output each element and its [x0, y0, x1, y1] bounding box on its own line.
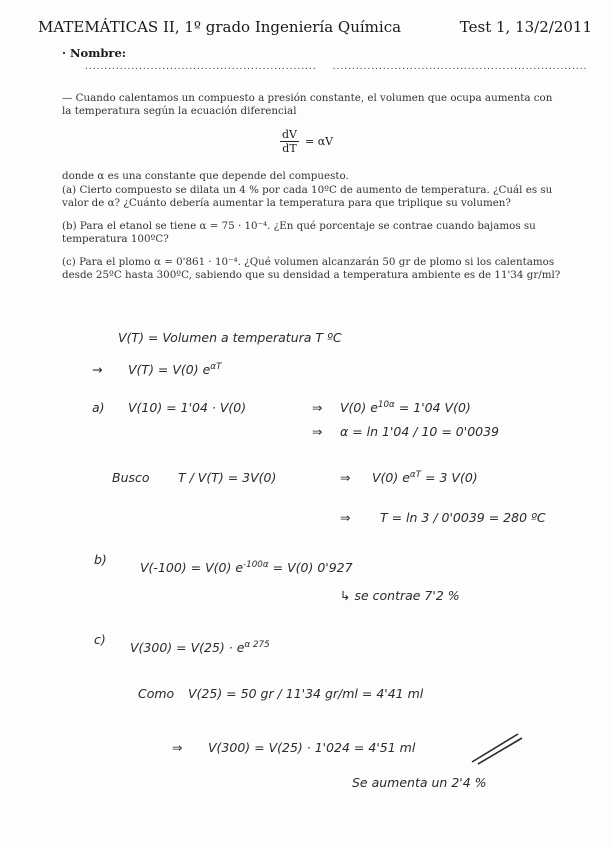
- hw-line-7-text: V(-100) = V(0) e: [140, 560, 244, 576]
- hw-line-5-right2: = 3 V(0): [425, 470, 478, 486]
- hw-part-b-label: b): [94, 552, 107, 567]
- equation-denominator: dT: [282, 142, 297, 155]
- test-date: Test 1, 13/2/2011: [459, 18, 592, 36]
- hw-line-4-arrow: ⇒: [312, 424, 323, 439]
- hw-line-3-right2: = 1'04 V(0): [398, 400, 471, 416]
- nombre-label: · Nombre:: [62, 46, 127, 60]
- double-underline-mark: [468, 728, 524, 768]
- hw-line-2-arrow: →: [92, 362, 103, 377]
- problem-intro: — Cuando calentamos un compuesto a presión constante, el volumen que ocupa aumenta con la temperatura según la ecuación diferencial: [62, 92, 553, 117]
- problem-part-a: (a) Cierto compuesto se dilata un 4 % por cada 10ºC de aumento de temperatura. ¿Cuál es su valor de α? ¿Cuánto debería aumentar la temperatura para que triplique su volumen?: [62, 184, 553, 209]
- problem-part-c: (c) Para el plomo α = 0'861 · 10⁻⁴. ¿Qué volumen alcanzarán 50 gr de plomo si los calentamos desde 25ºC hasta 300ºC, sabiendo que su densidad a temperatura ambiente es de 11'34 gr/ml?: [62, 256, 561, 281]
- hw-line-7-exp: -100α: [243, 560, 269, 570]
- hw-line-12: Se aumenta un 2'4 %: [352, 775, 487, 790]
- hw-line-2-text: V(T) = V(0) e: [128, 362, 211, 378]
- equation-numerator: dV: [282, 128, 297, 141]
- hw-line-10: V(25) = 50 gr / 11'34 gr/ml = 4'41 ml: [188, 686, 424, 701]
- hw-line-11: V(300) = V(25) · 1'024 = 4'51 ml: [208, 740, 416, 755]
- hw-line-7-right: = V(0) 0'927: [272, 560, 353, 576]
- hw-como-label: Como: [138, 686, 175, 701]
- hw-line-11-arrow: ⇒: [172, 740, 183, 755]
- hw-line-9-exp: α 275: [244, 640, 270, 650]
- hw-line-3: V(10) = 1'04 · V(0): [128, 400, 247, 415]
- hw-line-6: T = ln 3 / 0'0039 = 280 ºC: [380, 510, 546, 525]
- hw-line-2: [128, 362, 221, 377]
- hw-line-2-exp: αT: [210, 362, 222, 372]
- problem-part-b: (b) Para el etanol se tiene α = 75 · 10⁻⁴. ¿En qué porcentaje se contrae cuando bajamos su temperatura 100ºC?: [62, 220, 536, 245]
- hw-line-7: [140, 560, 353, 575]
- hw-line-6-arrow: ⇒: [340, 510, 351, 525]
- hw-line-8: ↳ se contrae 7'2 %: [340, 588, 460, 603]
- hw-line-3-right-text: V(0) e: [340, 400, 378, 416]
- hw-line-3-right-exp: 10α: [377, 400, 395, 410]
- test-title: MATEMÁTICAS II, 1º grado Ingeniería Química: [38, 18, 402, 36]
- hw-busco-label: Busco: [112, 470, 150, 485]
- hw-line-9-text: V(300) = V(25) · e: [130, 640, 245, 656]
- hw-part-a-label: a): [92, 400, 105, 415]
- problem-donde: donde α es una constante que depende del compuesto.: [62, 170, 349, 182]
- hw-line-5-right: [372, 470, 478, 485]
- hw-line-3-arrow: ⇒: [312, 400, 323, 415]
- hw-line-5-arrow: ⇒: [340, 470, 351, 485]
- hw-line-1: V(T) = Volumen a temperatura T ºC: [118, 330, 342, 345]
- hw-line-4: α = ln 1'04 / 10 = 0'0039: [340, 424, 500, 439]
- hw-line-3-right: [340, 400, 471, 415]
- equation-fraction: [280, 128, 299, 155]
- name-dotted-line: ............................................................ ..................................................................: [85, 62, 588, 72]
- hw-line-5: T / V(T) = 3V(0): [178, 470, 277, 485]
- hw-line-9: [130, 640, 270, 655]
- hw-line-5-right-text: V(0) e: [372, 470, 410, 486]
- differential-equation: [280, 128, 333, 155]
- equation-rhs: = αV: [305, 135, 334, 148]
- hw-part-c-label: c): [94, 632, 106, 647]
- hw-line-5-right-exp: αT: [409, 470, 422, 480]
